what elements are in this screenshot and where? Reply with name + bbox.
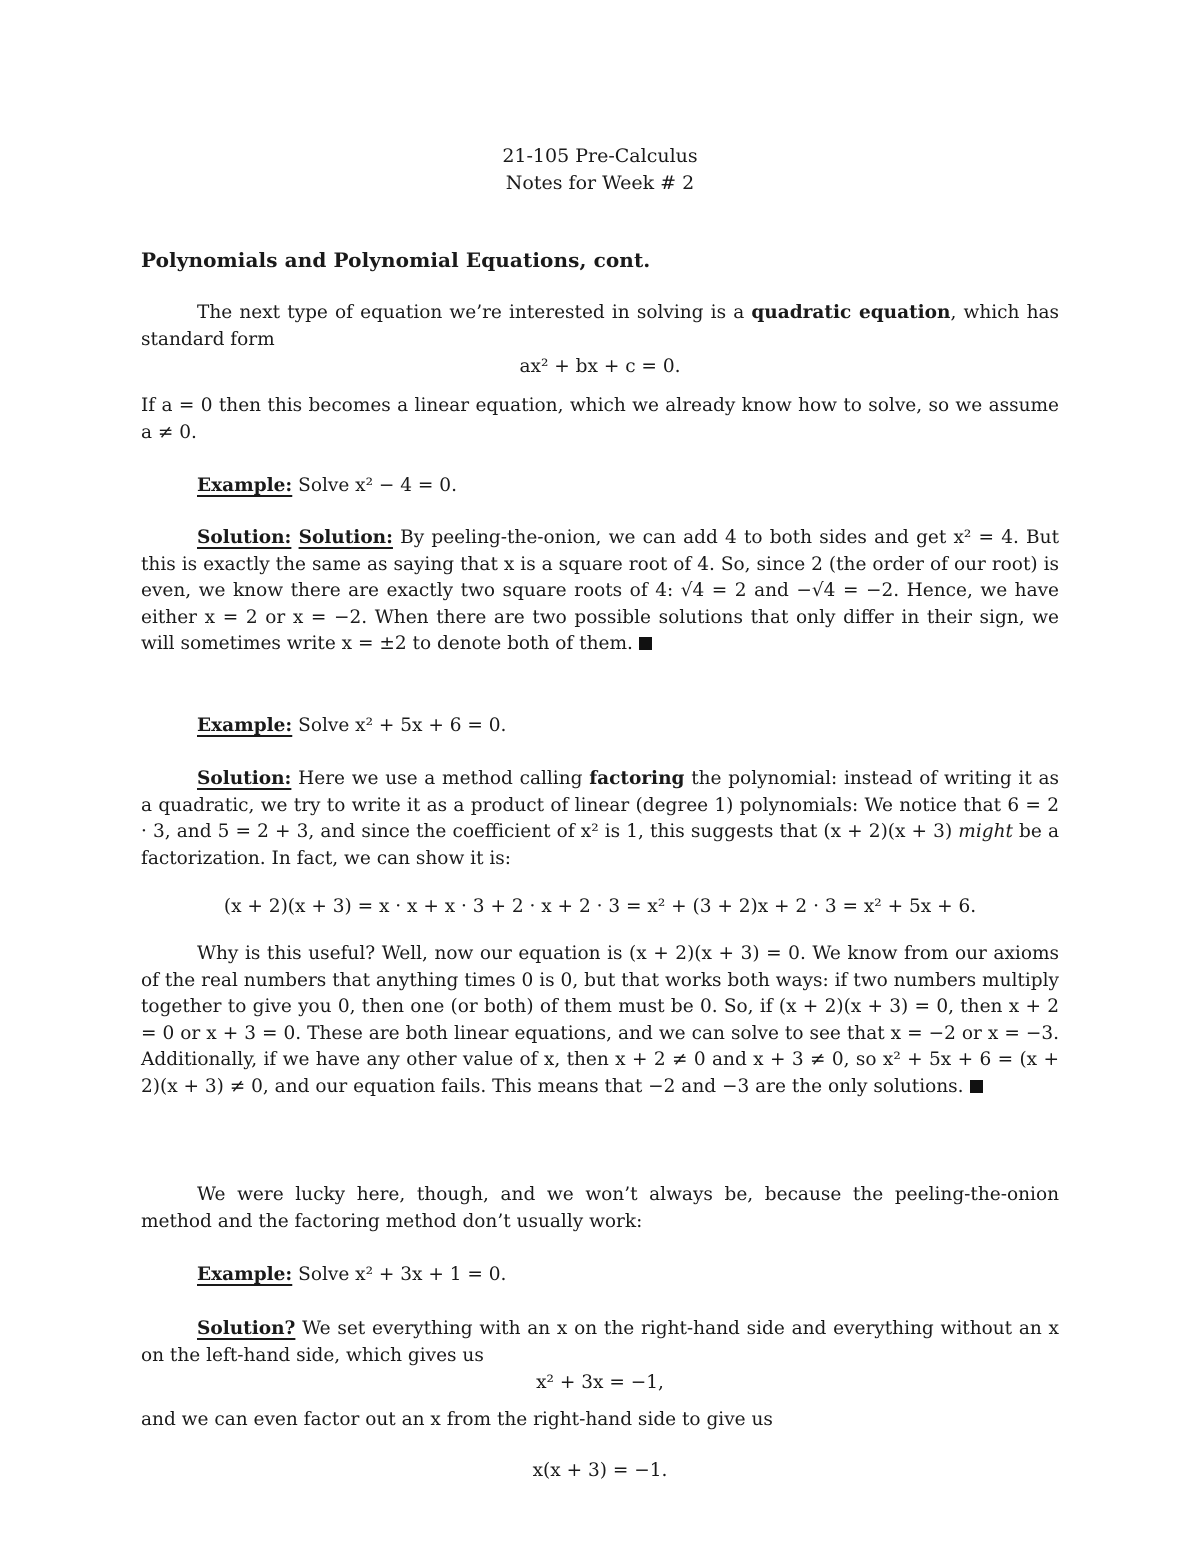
solution-2-after: be a factorization. In fact, we can show it is: (141, 821, 1059, 869)
week-title: Notes for Week # 2 (505, 172, 695, 194)
intro-paragraph (141, 300, 1059, 353)
qed-mark (639, 637, 652, 650)
example-3-label: Example: (197, 1264, 293, 1285)
example-3-solution (141, 1316, 1059, 1369)
solution-1-label-repeat: Solution: (298, 527, 393, 548)
quadratic-equation-term: quadratic equation (751, 302, 951, 323)
factorization-equation: (x + 2)(x + 3) = x · x + x · 3 + 2 · x + 2 · 3 = x² + (3 + 2)x + 2 · 3 = x² + 5x + 6. (223, 896, 977, 917)
rearranged-equation: x² + 3x = −1, (536, 1372, 664, 1393)
solution-2-before: Here we use a method calling (298, 768, 590, 789)
solution-2-mid: the polynomial: instead of writing it as a quadratic, we try to write it as a product of linear (degree 1) polynomials: We notice that 6 = 2 · 3, and 5 = 2 + 3, and since the coefficient of x² is 1, this suggests that (x + 2)(x + 3) (141, 768, 1059, 843)
solution-2-label: Solution: (197, 768, 292, 789)
example-1-label: Example: (197, 475, 293, 496)
factor-out-text: and we can even factor out an x from the right-hand side to give us (141, 1409, 773, 1430)
example-2-text: Solve x² + 5x + 6 = 0. (298, 715, 507, 736)
section-heading: Polynomials and Polynomial Equations, cont. (141, 248, 651, 272)
might-emphasis: might (958, 821, 1013, 843)
intro-after: , which has standard form (141, 302, 1060, 350)
factored-equation: x(x + 3) = −1. (532, 1460, 668, 1481)
intro-followup: If a = 0 then this becomes a linear equation, which we already know how to solve, so we assume a ≠ 0. (141, 395, 1059, 443)
standard-form-equation: ax² + bx + c = 0. (519, 356, 681, 377)
factoring-term: factoring (589, 768, 685, 789)
solution-1-text: By peeling-the-onion, we can add 4 to both sides and get x² = 4. But this is exactly the same as saying that x is a square root of 4. So, since 2 (the order of our root) is even, we know there are exactly two square roots of 4: √4 = 2 and −√4 = −2. Hence, we have either x = 2 or x = −2. When there are two possible solutions that only differ in their sign, we will sometimes write x = ±2 to denote both of them. (141, 527, 1059, 655)
solution-1-label: Solution: (197, 527, 292, 548)
example-3-text: Solve x² + 3x + 1 = 0. (298, 1264, 507, 1285)
transition-paragraph: We were lucky here, though, and we won’t always be, because the peeling-the-onion method and the factoring method don’t usually work: (141, 1184, 1059, 1232)
example-1 (141, 473, 1059, 500)
why-useful-paragraph (141, 941, 1059, 1101)
solution-3-text: We set everything with an x on the right-hand side and everything without an x on the left-hand side, which gives us (141, 1318, 1059, 1366)
example-1-text: Solve x² − 4 = 0. (298, 475, 457, 496)
example-2-solution (141, 766, 1059, 872)
qed-mark (970, 1080, 983, 1093)
course-title: 21-105 Pre-Calculus (502, 145, 698, 167)
example-1-solution (141, 525, 1059, 658)
document-page (141, 0, 1059, 1553)
why-useful-text: Why is this useful? Well, now our equation is (x + 2)(x + 3) = 0. We know from our axioms of the real numbers that anything times 0 is 0, but that works both ways: if two numbers multiply together to give you 0, then one (or both) of them must be 0. So, if (x + 2)(x + 3) = 0, then x + 2 = 0 or x + 3 = 0. These are both linear equations, and we can solve to see that x = −2 or x = −3. Additionally, if we have any other value of x, then x + 2 ≠ 0 and x + 3 ≠ 0, so x² + 5x + 6 = (x + 2)(x + 3) ≠ 0, and our equation fails. This means that −2 and −3 are the only solutions. (141, 943, 1059, 1097)
example-3 (141, 1262, 1059, 1289)
example-2-label: Example: (197, 715, 293, 736)
example-2 (141, 713, 1059, 740)
solution-3-label: Solution? (197, 1318, 296, 1339)
intro-before: The next type of equation we’re interested in solving is a (197, 302, 752, 323)
